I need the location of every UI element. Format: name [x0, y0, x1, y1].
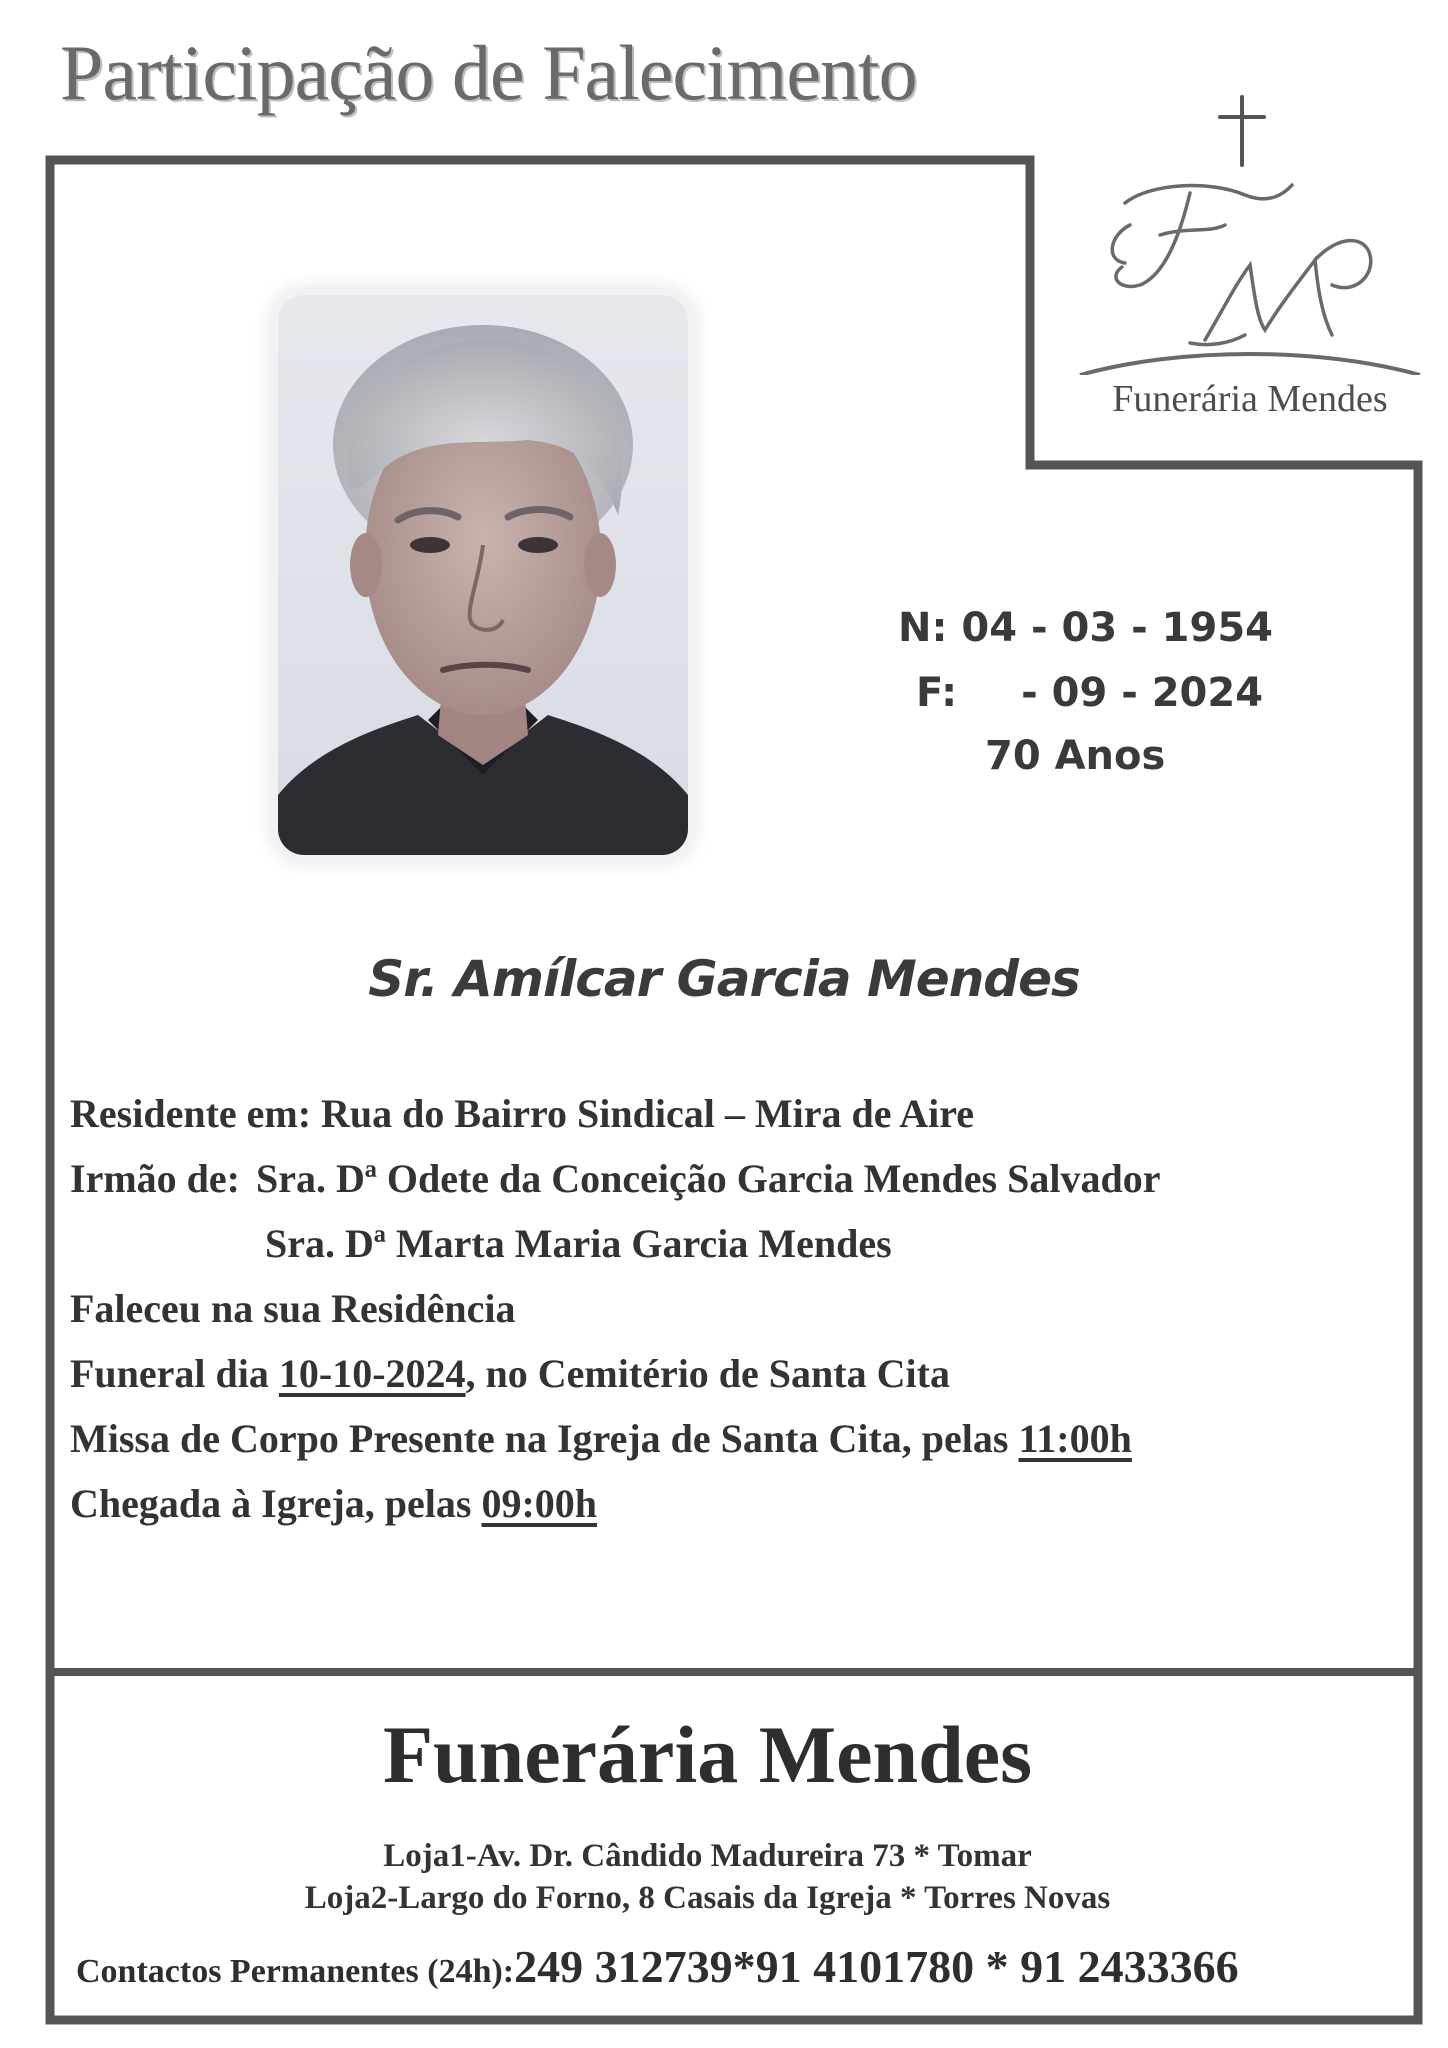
mass-line: [70, 1415, 1132, 1462]
footer-brand: Funerária Mendes: [382, 1709, 1033, 1800]
sibling-1: Sra. Dª Odete da Conceição Garcia Mendes Salvador: [255, 1156, 1161, 1201]
residence-line: Residente em: Rua do Bairro Sindical – Mira de Aire: [70, 1091, 975, 1136]
arrival-prefix: Chegada à Igreja, pelas: [70, 1481, 482, 1526]
contacts-label: Contactos Permanentes (24h):: [76, 1953, 515, 1990]
arrival-line: [70, 1480, 597, 1527]
funeral-line: [70, 1350, 950, 1397]
store-2-address: Loja2-Largo do Forno, 8 Casais da Igreja * Torres Novas: [304, 1880, 1111, 1916]
siblings-line-1: [70, 1155, 1160, 1202]
death-value: - 09 - 2024: [1021, 670, 1264, 716]
mass-time: 11:00h: [1018, 1416, 1132, 1461]
arrival-time: 09:00h: [481, 1481, 598, 1526]
birth-value: 04 - 03 - 1954: [961, 605, 1273, 651]
birth-label: N:: [898, 605, 948, 651]
mass-prefix: Missa de Corpo Presente na Igreja de Santa Cita, pelas: [70, 1416, 1019, 1461]
page-title: Participação de Falecimento: [60, 29, 917, 116]
contacts-line: [76, 1940, 1239, 1993]
cross-monogram-icon: [1070, 85, 1430, 375]
funeral-suffix: , no Cemitério de Santa Cita: [465, 1351, 950, 1396]
funeral-date: 10-10-2024: [278, 1351, 466, 1396]
sibling-2: Sra. Dª Marta Maria Garcia Mendes: [265, 1221, 892, 1266]
contacts-numbers: 249 312739*91 4101780 * 91 2433366: [514, 1941, 1239, 1992]
store-1-address: Loja1-Av. Dr. Cândido Madureira 73 * Tomar: [383, 1838, 1032, 1874]
deceased-portrait: [278, 295, 688, 855]
portrait-photo: [278, 295, 688, 855]
funeral-prefix: Funeral dia: [70, 1351, 279, 1396]
funeral-home-logo: [1070, 85, 1430, 435]
logo-brand-name: Funerária Mendes: [1112, 378, 1388, 420]
death-date: [916, 670, 1263, 716]
deceased-name: Sr. Amílcar Garcia Mendes: [368, 950, 1080, 1008]
death-label: F:: [916, 670, 958, 716]
siblings-label: Irmão de:: [70, 1156, 240, 1201]
birth-date: [898, 605, 1273, 651]
place-of-death-line: Faleceu na sua Residência: [70, 1286, 516, 1331]
age: 70 Anos: [985, 733, 1166, 779]
